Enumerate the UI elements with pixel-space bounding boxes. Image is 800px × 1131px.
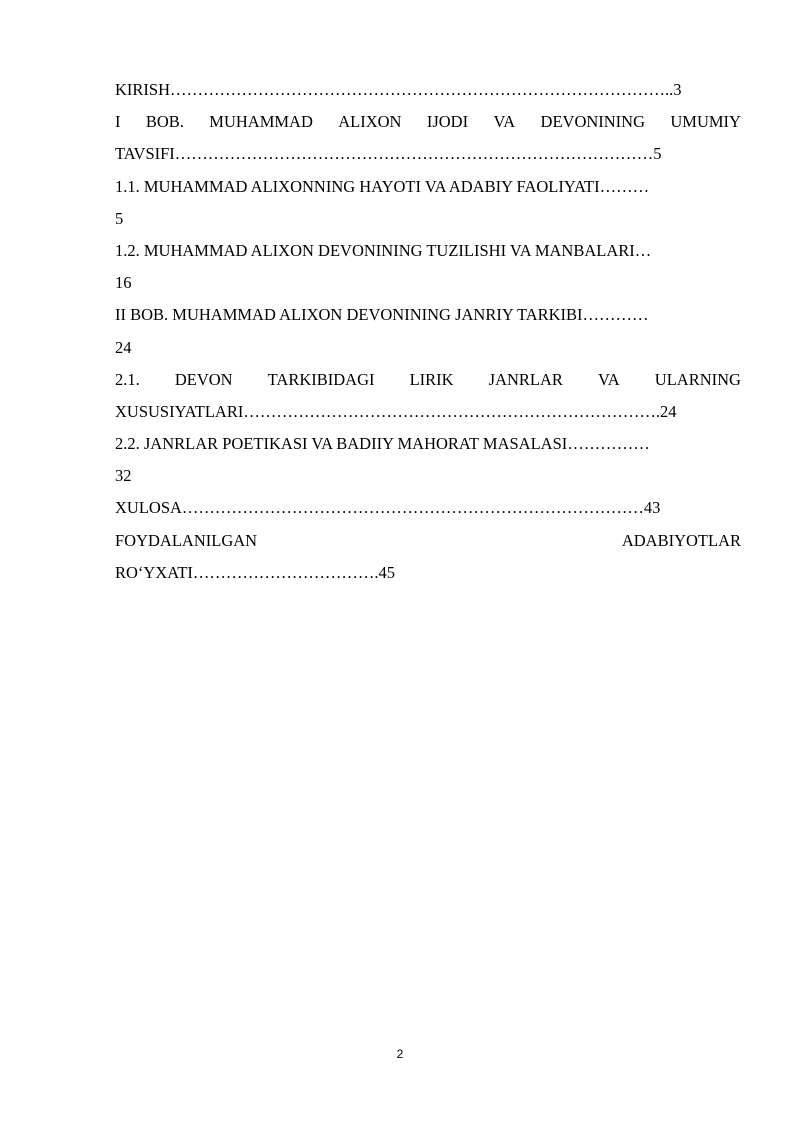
toc-word: ULARNING (654, 369, 741, 389)
page-number: 2 (396, 1047, 404, 1061)
toc-word: DEVONINING (540, 112, 646, 132)
toc-section-2-2: 2.2. JANRLAR POETIKASI VA BADIIY MAHORAT MASALASI…………… (115, 434, 650, 454)
toc-bob1-title-cont: TAVSIFI……………………………………………………………………………5 (115, 144, 662, 164)
toc-section-1-2-page: 16 (115, 273, 132, 293)
toc-word: 2.1. (115, 369, 140, 389)
toc-word: VA (493, 112, 516, 132)
toc-bob1-title (115, 106, 741, 138)
toc-word: I (115, 112, 121, 132)
toc-section-1-2: 1.2. MUHAMMAD ALIXON DEVONINING TUZILISHI VA MANBALARI… (115, 240, 652, 260)
toc-adabiyotlar-cont: RO‘YXATI…………………………….45 (115, 562, 396, 582)
toc-section-2-1 (115, 364, 741, 396)
toc-word: DEVON (174, 369, 233, 389)
toc-word: LIRIK (409, 369, 454, 389)
toc-bob2-page: 24 (115, 337, 132, 357)
toc-section-1-1: 1.1. MUHAMMAD ALIXONNING HAYOTI VA ADABIY FAOLIYATI……… (115, 176, 650, 196)
toc-section-2-1-cont: XUSUSIYATLARI………………………………………………………………….24 (115, 401, 677, 421)
toc-kirish: KIRISH………………………………………………………………………………..3 (115, 80, 682, 99)
toc-word: ALIXON (338, 112, 402, 132)
toc-section-2-2-page: 32 (115, 466, 132, 486)
table-of-contents (115, 74, 741, 589)
toc-word: VA (598, 369, 620, 389)
toc-section-1-1-page: 5 (115, 208, 124, 228)
toc-adabiyotlar (115, 525, 741, 557)
toc-word: MUHAMMAD (209, 112, 313, 132)
toc-word: JANRLAR (488, 369, 563, 389)
toc-word: BOB. (145, 112, 184, 132)
toc-word: ADABIYOTLAR (621, 530, 741, 550)
toc-word: IJODI (426, 112, 469, 132)
toc-bob2-title: II BOB. MUHAMMAD ALIXON DEVONINING JANRIY TARKIBI………… (115, 305, 649, 325)
toc-xulosa: XULOSA…………………………………………………………………………43 (115, 498, 661, 518)
toc-word: UMUMIY (670, 112, 741, 132)
toc-word: TARKIBIDAGI (267, 369, 375, 389)
toc-word: FOYDALANILGAN (115, 530, 258, 550)
